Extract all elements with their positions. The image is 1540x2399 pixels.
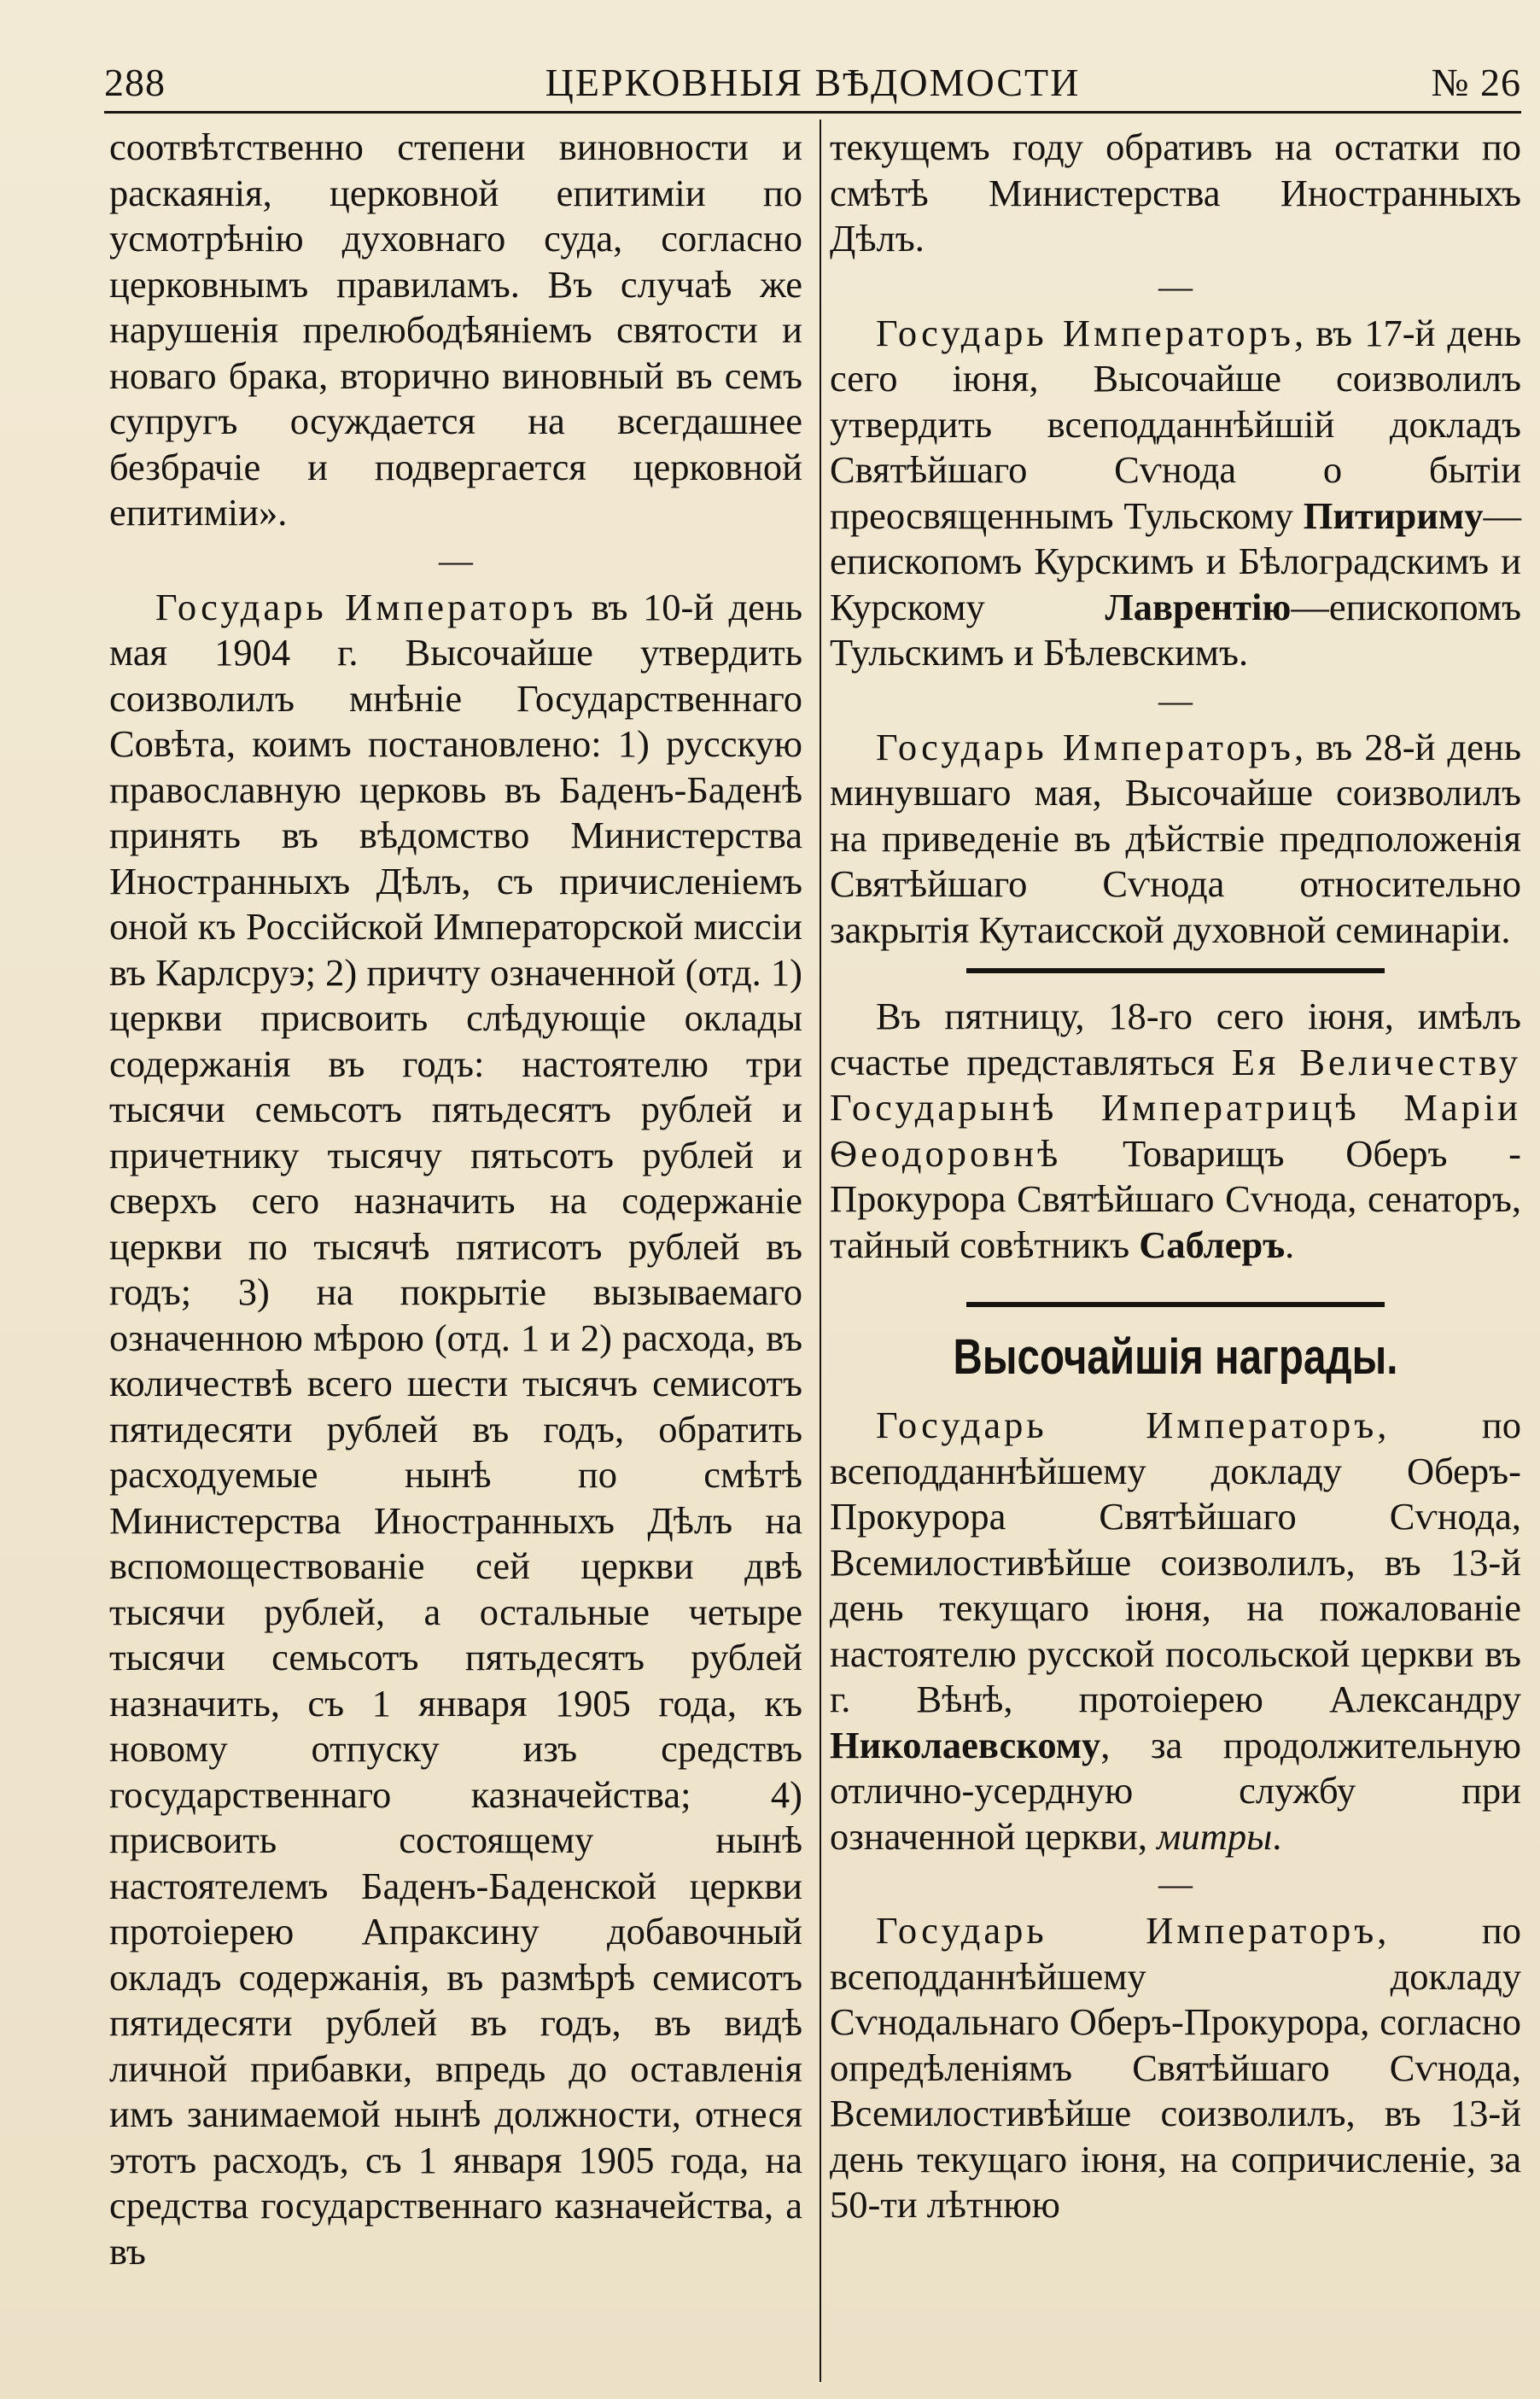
section-rule <box>966 968 1385 973</box>
empress-title: Ея Величеству Государынѣ Императрицѣ Маріи Ѳеодоровнѣ <box>830 1040 1521 1175</box>
page-header <box>104 56 1521 116</box>
paragraph-mitre-award <box>830 1403 1521 1859</box>
section-rule <box>966 1302 1385 1307</box>
publication-title: ЦЕРКОВНЫЯ ВѢДОМОСТИ <box>545 61 1081 104</box>
section-dash: — <box>439 540 473 580</box>
award-name: митры <box>1157 1814 1273 1858</box>
person-name: Лаврентію <box>1105 585 1292 628</box>
text-fragment: Товарищъ Оберъ - Прокурора Святѣйшаго Сѵнода, сенаторъ, тайный совѣтникъ <box>830 1131 1521 1266</box>
person-name: Саблеръ <box>1139 1223 1286 1266</box>
person-name: Николаевскому <box>830 1723 1101 1766</box>
header-rule <box>104 111 1521 114</box>
paragraph-continuation: текущемъ году обративъ на остатки по смѣтѣ Министерства Иностранныхъ Дѣлъ. <box>830 125 1521 260</box>
section-dash: — <box>1158 1865 1193 1903</box>
paragraph-baden-church <box>109 585 802 2275</box>
paragraph-seminary-closure <box>830 725 1521 954</box>
text-fragment: —епископомъ Тульскимъ и Бѣлевскимъ. <box>830 585 1521 674</box>
emperor-title: Государь Императоръ <box>876 1404 1378 1446</box>
text-fragment: . <box>1272 1814 1282 1858</box>
text-fragment: . <box>1285 1223 1295 1266</box>
text-fragment: , въ 28-й день минувшаго мая, Высочайше соизволилъ на приведеніе въ дѣйствіе предположенія Святѣйшаго Сѵнода относительно закрытія Кутаисской духовной семинаріи. <box>830 725 1521 951</box>
text-fragment: , по всеподданнѣйшему докладу Сѵнодальнаго Оберъ-Прокурора, согласно опредѣленіямъ Святѣйшаго Сѵнода, Всемилостивѣйше соизволилъ, въ 13-й день текущаго іюня, на сопричисленіе, за 50-ти лѣтнюю <box>830 1909 1521 2226</box>
page-number: 288 <box>104 61 166 104</box>
emperor-title: Государь Императоръ <box>155 585 577 628</box>
section-dash: — <box>1158 680 1193 720</box>
text-fragment: , за продолжительную отлично-усердную службу при означенной церкви, <box>830 1723 1521 1858</box>
section-dash: — <box>1158 266 1193 306</box>
text-fragment: , въ 17-й день сего іюня, Высочайше соизволилъ утвердить всеподданнѣйшій докладъ Святѣйшаго Сѵнода о бытіи преосвященнымъ Тульскому <box>830 311 1521 537</box>
paragraph-bishops-appointment <box>830 311 1521 676</box>
text-fragment: —епископомъ Курскимъ и Бѣлоградскимъ и Курскому <box>830 493 1521 628</box>
right-column <box>830 125 1521 2228</box>
left-column <box>109 125 802 2274</box>
column-divider <box>820 120 821 2382</box>
section-heading-awards: Высочайшія награды. <box>953 1329 1398 1385</box>
paragraph-baden-church-text: въ 10-й день мая 1904 г. Высочайше утвердить соизволилъ мнѣніе Государственнаго Совѣта, коимъ постановлено: 1) русскую православную церковь въ Баденъ-Баденѣ принять въ вѣдомство Министерства Иностранныхъ Дѣлъ, съ причисленіемъ оной къ Россійской Императорской миссіи въ Карлсруэ; 2) причту означенной (отд. 1) церкви присвоить слѣдующіе оклады содержанія въ годъ: настоятелю три тысячи семьсотъ пятьдесятъ рублей и причетнику тысячу пятьсотъ рублей и сверхъ сего назначить на содержаніе церкви по тысячѣ пятисотъ рублей въ годъ; 3) на покрытіе вызываемаго означенною мѣрою (отд. 1 и 2) расхода, въ количествѣ всего шести тысячъ семисотъ пятидесяти рублей въ годъ, обратить расходуемые нынѣ по смѣтѣ Министерства Иностранныхъ Дѣлъ на вспомоществованіе сей церкви двѣ тысячи рублей, а остальные четыре тысячи семьсотъ пятьдесятъ рублей назначить, съ 1 января 1905 года, къ новому отпуску изъ средствъ государственнаго казначейства; 4) присвоить состоящему нынѣ настоятелемъ Баденъ-Баденской церкви протоіерею Апраксину добавочный окладъ содержанія, въ размѣрѣ семисотъ пятидесяти рублей въ годъ, въ видѣ личной прибавки, впредь до оставленія имъ занимаемой нынѣ должности, отнеся этотъ расходъ, съ 1 января 1905 года, на средства государственнаго казначейства, а въ <box>109 585 802 2273</box>
paragraph-audience <box>830 994 1521 1268</box>
issue-number: № 26 <box>1431 61 1521 104</box>
text-fragment: Въ пятницу, 18-го сего іюня, имѣлъ счастье представляться <box>830 995 1521 1083</box>
paragraph-synod-award <box>830 1908 1521 2228</box>
person-name: Питириму <box>1303 493 1484 537</box>
emperor-title: Государь Императоръ <box>876 1909 1378 1952</box>
paragraph-remarriage-law: соотвѣтственно степени виновности и раскаянія, церковной епитиміи по усмотрѣнію духовнаго суда, согласно церковнымъ правиламъ. Въ случаѣ же нарушенія прелюбодѣяніемъ святости и новаго брака, вторично виновный въ семъ супругъ осуждается на всегдашнее безбрачіе и подвергается церковной епитиміи». <box>109 125 802 534</box>
text-fragment: , по всеподданнѣйшему докладу Оберъ-Прокурора Святѣйшаго Сѵнода, Всемилостивѣйше соизволилъ, въ 13-й день текущаго іюня, на пожалованіе настоятелю русской посольской церкви въ г. Вѣнѣ, протоіерею Александру <box>830 1404 1521 1720</box>
emperor-title: Государь Императоръ <box>876 725 1294 768</box>
emperor-title: Государь Императоръ <box>876 311 1294 354</box>
